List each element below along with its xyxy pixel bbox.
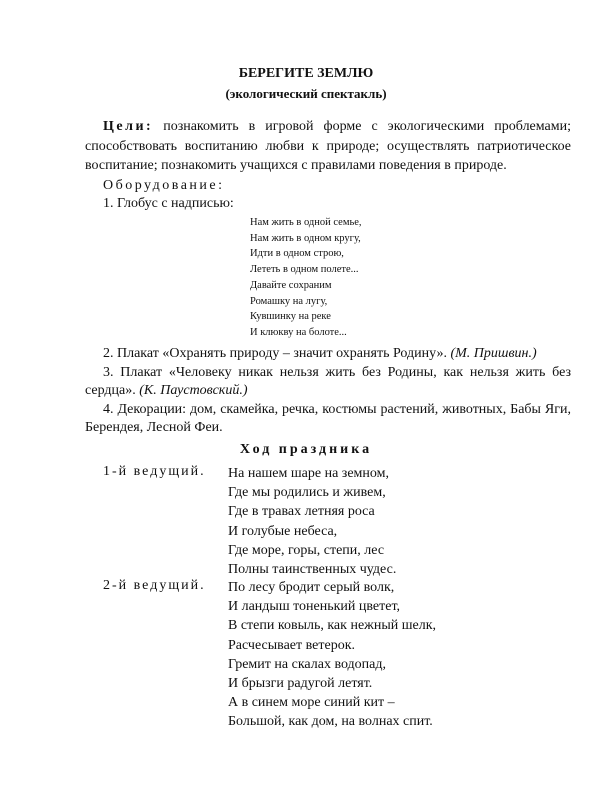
document-subtitle: (экологический спектакль) [225,86,387,101]
globe-poem [250,215,362,341]
goals-paragraph [85,117,571,176]
item-3-text: 3. Плакат «Человеку никак нельзя жить без Родины, как нельзя жить без сердца». [85,364,571,398]
document-title: БЕРЕГИТЕ ЗЕМЛЮ [238,66,374,81]
verse-line: Расчесывает ветерок. [228,637,356,653]
verse-line: Где море, горы, степи, лес [228,542,385,558]
equipment-item-1: 1. Глобус с надписью: [103,195,234,211]
poem-line: Лететь в одном полете... [250,264,359,276]
verse-block [228,578,436,732]
poem-line: Нам жить в одном кругу, [250,232,361,244]
poem-line: Идти в одном строю, [250,248,344,260]
verse-line: В степи ковыль, как нежный шелк, [228,618,437,634]
poem-line: Ромашку на лугу, [250,295,328,307]
item-3-author: (К. Паустовский.) [139,383,248,398]
role-label: 1-й ведущий. [103,464,206,479]
equipment-item-4: 4. Декорации: дом, скамейка, речка, костюмы растений, животных, Бабы Яги, Берендея, Лесной Феи. [85,401,571,435]
verse-line: Большой, как дом, на волнах спит. [228,714,433,730]
goals-text: познакомить в игровой форме с экологическими проблемами; способствовать воспитанию любви к природе; осуществлять патриотическое воспитание; познакомить учащихся с правилами поведения в природе. [85,119,571,173]
equipment-items [85,345,571,438]
verse-line: И ландыш тоненький цветет, [228,599,401,615]
verse-line: И брызги радугой летят. [228,676,373,692]
verse-line: И голубые небеса, [228,523,338,539]
role-label: 2-й ведущий. [103,578,206,593]
verse-line: Где в травах летняя роса [228,504,375,520]
poem-line: Давайте сохраним [250,279,332,291]
poem-line: И клюкву на болоте... [250,326,347,338]
item-2-author: (М. Пришвин.) [450,346,537,361]
equipment-item-2 [85,345,571,364]
verse-line: А в синем море синий кит – [228,695,395,711]
item-2-text: 2. Плакат «Охранять природу – значит охранять Родину». [103,346,447,361]
verse-line: На нашем шаре на земном, [228,466,389,481]
equipment-label: Оборудование: [103,178,225,193]
verse-block [228,464,396,579]
poem-line: Нам жить в одной семье, [250,217,362,228]
verse-line: Полны таинственных чудес. [228,562,397,578]
goals-label: Цели: [103,119,154,134]
verse-line: По лесу бродит серый волк, [228,580,395,595]
course-heading: Ход праздника [239,442,373,457]
verse-line: Где мы родились и живем, [228,485,386,501]
verse-line: Гремит на скалах водопад, [228,656,387,672]
equipment-section [85,176,571,213]
poem-line: Кувшинку на реке [250,311,331,323]
equipment-item-3 [85,364,571,401]
